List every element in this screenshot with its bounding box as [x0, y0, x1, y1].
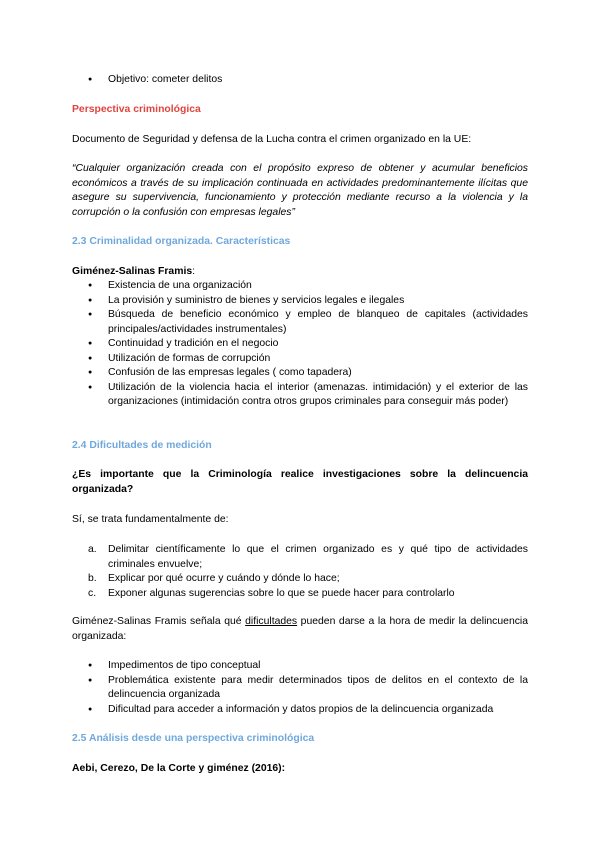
top-bullet-list [72, 73, 528, 88]
question-paragraph: ¿Es importante que la Criminología realice investigaciones sobre la delincuencia organizada? [72, 469, 528, 495]
difficulties-paragraph: Giménez-Salinas Framis señala qué dificultades pueden darse a la hora de medir la delincuencia organizada: [72, 616, 528, 642]
bullet-icon [88, 73, 102, 89]
bullet-icon [88, 352, 102, 368]
list-item: ● Continuidad y tradición en el negocio [72, 337, 528, 352]
quote-definition: “Cualquier organización creada con el propósito expreso de obtener y acumular beneficios económicos a través de su implicación continuada en actividades predominantemente ilícitas que asegure su supervivencia, funcionamiento y protección mediante recurso a la violencia y la corrupción o la confusión con empresas legales” [72, 163, 528, 218]
bullet-icon [88, 337, 102, 353]
answer-intro: Sí, se trata fundamentalmente de: [72, 514, 229, 525]
heading-2-5: 2.5 Análisis desde una perspectiva criminológica [72, 733, 315, 744]
heading-2-3: 2.3 Criminalidad organizada. Características [72, 236, 291, 247]
bullet-icon [88, 294, 102, 310]
list-item: ● Dificultad para acceder a información y datos propios de la delincuencia organizada [72, 703, 528, 718]
author-name: Giménez-Salinas Framis [72, 266, 193, 277]
paragraph-documento: Documento de Seguridad y defensa de la Lucha contra el crimen organizado en la UE: [72, 134, 472, 145]
heading-perspectiva: Perspectiva criminológica [72, 104, 201, 115]
list-item: c. Exponer algunas sugerencias sobre lo que se puede hacer para controlarlo [88, 587, 455, 599]
bullet-icon [88, 703, 102, 719]
list-item: ● Confusión de las empresas legales ( como tapadera) [72, 366, 528, 381]
bullet-icon [88, 279, 102, 295]
authors-line: Aebi, Cerezo, De la Corte y giménez (2016): [72, 763, 286, 774]
list-item: ● Impedimentos de tipo conceptual [72, 659, 528, 674]
underlined-term: dificultades [245, 616, 298, 627]
bullet-icon [88, 659, 102, 675]
list-item: ● Utilización de formas de corrupción [72, 352, 528, 367]
lettered-list [72, 543, 528, 601]
heading-2-4: 2.4 Dificultades de medición [72, 440, 212, 451]
list-item: ● Búsqueda de beneficio económico y empleo de blanqueo de capitales (actividades principales/actividades instrumentales) [72, 308, 528, 337]
bullet-icon [88, 381, 102, 397]
list-item: ● La provisión y suministro de bienes y servicios legales e ilegales [72, 294, 528, 309]
list-item: ● Utilización de la violencia hacia el interior (amenazas. intimidación) y el exterior de las organizaciones (intimidación contra otros grupos criminales para conseguir más poder) [72, 381, 528, 410]
list-item: ● Existencia de una organización [72, 279, 528, 294]
bullet-icon [88, 308, 102, 324]
bullet-icon [88, 366, 102, 382]
characteristics-list [72, 279, 528, 410]
list-item: a. Delimitar científicamente lo que el crimen organizado es y qué tipo de actividades criminales envuelve; [88, 544, 528, 570]
list-item: ● Objetivo: cometer delitos [72, 73, 528, 88]
difficulties-list [72, 659, 528, 717]
list-item: ● Problemática existente para medir determinados tipos de delitos en el contexto de la delincuencia organizada [72, 674, 528, 703]
bullet-icon [88, 674, 102, 690]
author-line: Giménez-Salinas Framis: [72, 266, 196, 277]
list-item: b. Explicar por qué ocurre y cuándo y dónde lo hace; [88, 573, 340, 584]
